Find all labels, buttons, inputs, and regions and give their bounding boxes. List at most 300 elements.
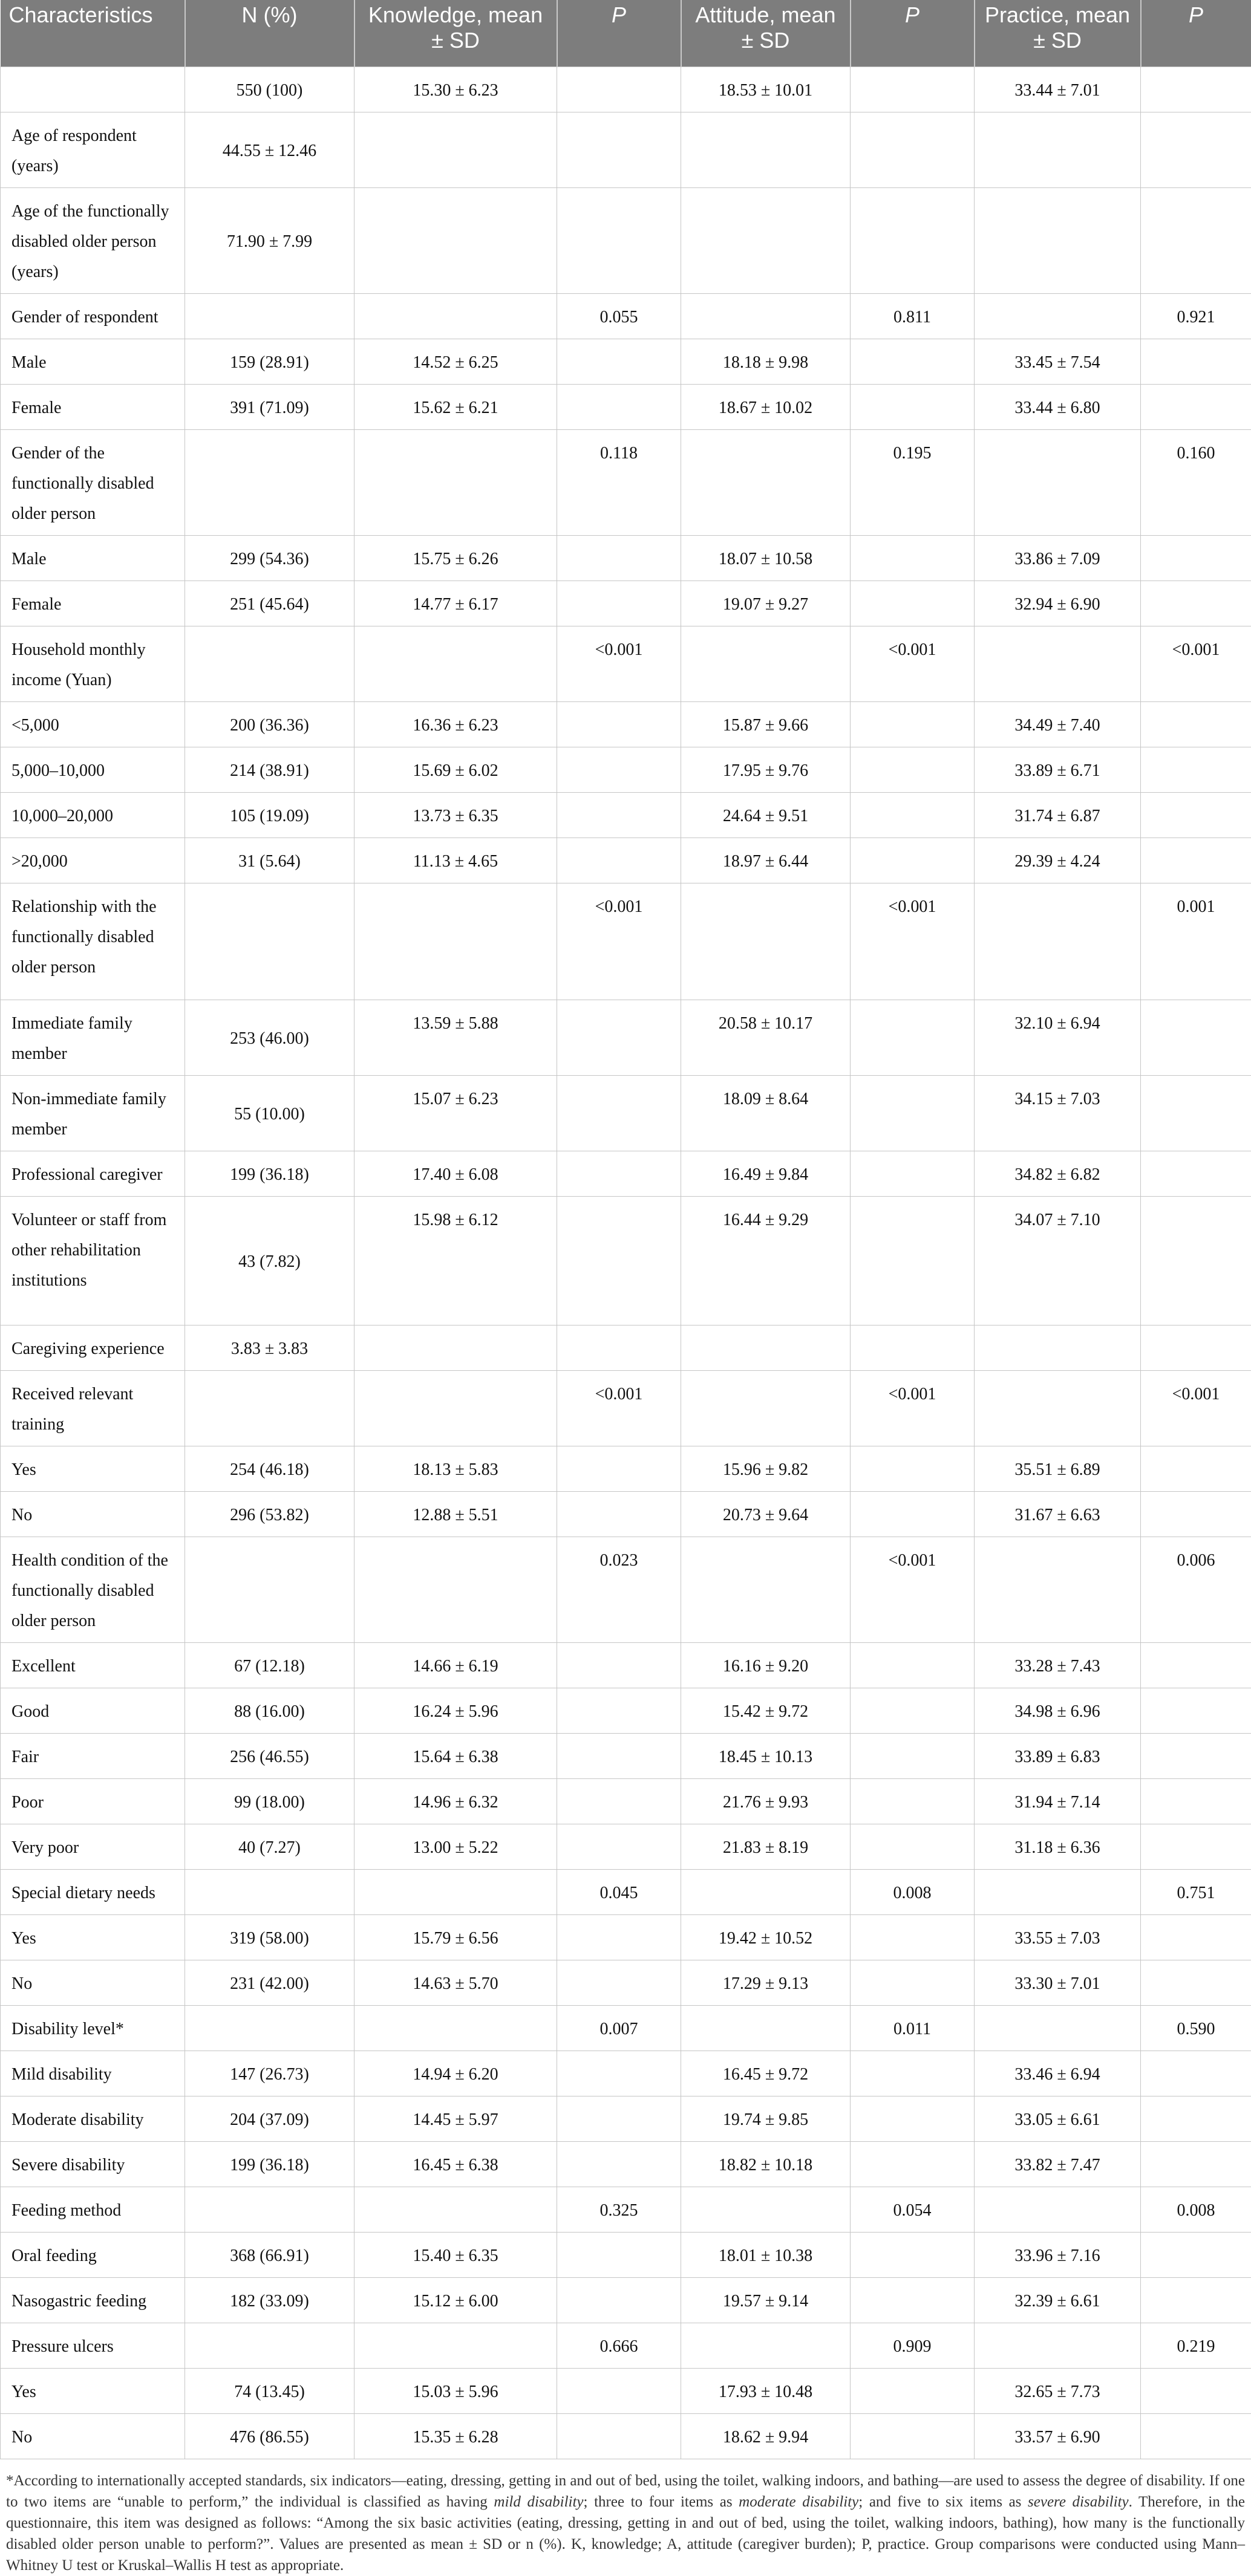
cell-n-percent: 296 (53.82) bbox=[185, 1491, 354, 1537]
cell-n-percent: 200 (36.36) bbox=[185, 701, 354, 747]
cell-knowledge: 17.40 ± 6.08 bbox=[354, 1151, 557, 1196]
cell-attitude bbox=[681, 1370, 851, 1446]
cell-attitude: 19.57 ± 9.14 bbox=[681, 2277, 851, 2323]
cell-p-knowledge bbox=[557, 187, 681, 293]
table-row bbox=[1, 747, 1251, 792]
cell-practice: 34.49 ± 7.40 bbox=[975, 701, 1141, 747]
cell-p-attitude bbox=[851, 1642, 975, 1688]
cell-characteristic: No bbox=[1, 2413, 185, 2459]
table-footnote bbox=[0, 2459, 1251, 2576]
cell-knowledge bbox=[354, 293, 557, 339]
cell-characteristic: Fair bbox=[1, 1733, 185, 1778]
cell-characteristic: Disability level* bbox=[1, 2005, 185, 2051]
cell-knowledge: 14.94 ± 6.20 bbox=[354, 2051, 557, 2096]
cell-attitude: 19.07 ± 9.27 bbox=[681, 581, 851, 626]
footnote-text-4: . Therefore, in the questionnaire, this item was designed as follows: “Among the six basic activities (eating, dressing, getting in and out of bed, using the toilet, walking indoors, bathing), how many is the functionally disabled older person unable to perform?”. Values are presented as mean ± SD or n (%). K, knowledge; A, attitude (caregiver burden); P, practice. Group comparisons were conducted using Mann–Whitney U test or Kruskal–Wallis H test as appropriate. bbox=[6, 2494, 1245, 2574]
cell-p-practice bbox=[1141, 838, 1251, 883]
cell-knowledge: 16.45 ± 6.38 bbox=[354, 2141, 557, 2187]
cell-attitude: 18.09 ± 8.64 bbox=[681, 1075, 851, 1151]
cell-knowledge: 15.40 ± 6.35 bbox=[354, 2232, 557, 2277]
cell-p-knowledge bbox=[557, 384, 681, 429]
cell-practice: 34.82 ± 6.82 bbox=[975, 1151, 1141, 1196]
table-row bbox=[1, 187, 1251, 293]
cell-n-percent: 44.55 ± 12.46 bbox=[185, 112, 354, 187]
cell-characteristic: Received relevant training bbox=[1, 1370, 185, 1446]
cell-p-knowledge bbox=[557, 2096, 681, 2141]
cell-practice: 33.44 ± 6.80 bbox=[975, 384, 1141, 429]
cell-practice: 33.05 ± 6.61 bbox=[975, 2096, 1141, 2141]
cell-p-practice bbox=[1141, 1196, 1251, 1325]
cell-p-knowledge bbox=[557, 2232, 681, 2277]
cell-p-knowledge: 0.055 bbox=[557, 293, 681, 339]
cell-knowledge bbox=[354, 2187, 557, 2232]
cell-p-attitude bbox=[851, 187, 975, 293]
cell-knowledge: 11.13 ± 4.65 bbox=[354, 838, 557, 883]
cell-attitude: 18.01 ± 10.38 bbox=[681, 2232, 851, 2277]
cell-attitude: 15.96 ± 9.82 bbox=[681, 1446, 851, 1491]
cell-n-percent: 67 (12.18) bbox=[185, 1642, 354, 1688]
table-row bbox=[1, 1491, 1251, 1537]
cell-p-practice bbox=[1141, 701, 1251, 747]
cell-p-practice bbox=[1141, 2368, 1251, 2413]
cell-p-knowledge bbox=[557, 1960, 681, 2005]
cell-attitude bbox=[681, 293, 851, 339]
cell-characteristic: Professional caregiver bbox=[1, 1151, 185, 1196]
cell-practice: 31.94 ± 7.14 bbox=[975, 1778, 1141, 1824]
table-row bbox=[1, 2096, 1251, 2141]
cell-p-attitude bbox=[851, 2051, 975, 2096]
table-row bbox=[1, 384, 1251, 429]
cell-p-knowledge bbox=[557, 1778, 681, 1824]
cell-p-attitude bbox=[851, 339, 975, 384]
cell-knowledge: 15.12 ± 6.00 bbox=[354, 2277, 557, 2323]
table-row bbox=[1, 1869, 1251, 1914]
cell-practice: 33.46 ± 6.94 bbox=[975, 2051, 1141, 2096]
cell-characteristic: Yes bbox=[1, 1914, 185, 1960]
header-practice: Practice, mean ± SD bbox=[975, 0, 1141, 67]
cell-p-attitude bbox=[851, 1733, 975, 1778]
cell-p-attitude: <0.001 bbox=[851, 883, 975, 1000]
cell-practice: 33.57 ± 6.90 bbox=[975, 2413, 1141, 2459]
cell-knowledge: 15.79 ± 6.56 bbox=[354, 1914, 557, 1960]
cell-p-practice: <0.001 bbox=[1141, 626, 1251, 701]
cell-n-percent: 159 (28.91) bbox=[185, 339, 354, 384]
cell-characteristic: Female bbox=[1, 581, 185, 626]
cell-attitude: 21.76 ± 9.93 bbox=[681, 1778, 851, 1824]
cell-attitude bbox=[681, 429, 851, 535]
cell-p-attitude bbox=[851, 2368, 975, 2413]
cell-p-knowledge bbox=[557, 1642, 681, 1688]
footnote-text-2: ; three to four items as bbox=[584, 2494, 739, 2510]
cell-knowledge: 15.07 ± 6.23 bbox=[354, 1075, 557, 1151]
cell-practice bbox=[975, 626, 1141, 701]
cell-knowledge: 14.96 ± 6.32 bbox=[354, 1778, 557, 1824]
cell-p-practice bbox=[1141, 2141, 1251, 2187]
cell-attitude: 20.58 ± 10.17 bbox=[681, 1000, 851, 1075]
cell-p-knowledge bbox=[557, 1196, 681, 1325]
footnote-mild: mild disability bbox=[494, 2494, 583, 2510]
cell-p-attitude bbox=[851, 792, 975, 838]
cell-n-percent: 43 (7.82) bbox=[185, 1196, 354, 1325]
cell-characteristic: Non-immediate family member bbox=[1, 1075, 185, 1151]
cell-characteristic: Yes bbox=[1, 1446, 185, 1491]
cell-p-knowledge bbox=[557, 1000, 681, 1075]
cell-practice bbox=[975, 1869, 1141, 1914]
cell-attitude bbox=[681, 112, 851, 187]
cell-p-attitude bbox=[851, 1000, 975, 1075]
cell-practice bbox=[975, 293, 1141, 339]
cell-knowledge: 15.30 ± 6.23 bbox=[354, 67, 557, 112]
cell-characteristic: Severe disability bbox=[1, 2141, 185, 2187]
table-header bbox=[1, 0, 1251, 67]
cell-p-practice bbox=[1141, 2096, 1251, 2141]
cell-p-practice bbox=[1141, 67, 1251, 112]
cell-n-percent: 3.83 ± 3.83 bbox=[185, 1325, 354, 1370]
cell-attitude: 21.83 ± 8.19 bbox=[681, 1824, 851, 1869]
cell-attitude bbox=[681, 2323, 851, 2368]
cell-attitude: 19.74 ± 9.85 bbox=[681, 2096, 851, 2141]
cell-practice: 31.18 ± 6.36 bbox=[975, 1824, 1141, 1869]
cell-knowledge bbox=[354, 429, 557, 535]
cell-p-practice: <0.001 bbox=[1141, 1370, 1251, 1446]
cell-p-practice bbox=[1141, 1151, 1251, 1196]
cell-p-attitude: 0.909 bbox=[851, 2323, 975, 2368]
table-row bbox=[1, 2005, 1251, 2051]
cell-practice: 33.82 ± 7.47 bbox=[975, 2141, 1141, 2187]
header-p-practice: P bbox=[1141, 0, 1251, 67]
cell-p-knowledge bbox=[557, 535, 681, 581]
table-row bbox=[1, 1914, 1251, 1960]
table-row bbox=[1, 339, 1251, 384]
cell-p-practice bbox=[1141, 1325, 1251, 1370]
cell-practice bbox=[975, 187, 1141, 293]
cell-knowledge: 15.62 ± 6.21 bbox=[354, 384, 557, 429]
cell-p-attitude: 0.008 bbox=[851, 1869, 975, 1914]
cell-p-attitude: <0.001 bbox=[851, 626, 975, 701]
cell-n-percent: 74 (13.45) bbox=[185, 2368, 354, 2413]
cell-practice bbox=[975, 1370, 1141, 1446]
cell-n-percent bbox=[185, 626, 354, 701]
cell-practice: 33.28 ± 7.43 bbox=[975, 1642, 1141, 1688]
cell-knowledge bbox=[354, 626, 557, 701]
cell-p-attitude bbox=[851, 1196, 975, 1325]
cell-p-knowledge: 0.007 bbox=[557, 2005, 681, 2051]
cell-knowledge: 13.00 ± 5.22 bbox=[354, 1824, 557, 1869]
cell-attitude bbox=[681, 1537, 851, 1642]
cell-practice bbox=[975, 2005, 1141, 2051]
cell-attitude: 16.45 ± 9.72 bbox=[681, 2051, 851, 2096]
cell-p-attitude bbox=[851, 1824, 975, 1869]
cell-characteristic: Household monthly income (Yuan) bbox=[1, 626, 185, 701]
cell-p-knowledge bbox=[557, 701, 681, 747]
cell-knowledge: 15.75 ± 6.26 bbox=[354, 535, 557, 581]
cell-knowledge bbox=[354, 2005, 557, 2051]
cell-p-attitude: 0.195 bbox=[851, 429, 975, 535]
cell-characteristic: Feeding method bbox=[1, 2187, 185, 2232]
cell-p-knowledge bbox=[557, 112, 681, 187]
cell-practice: 32.94 ± 6.90 bbox=[975, 581, 1141, 626]
cell-practice: 33.96 ± 7.16 bbox=[975, 2232, 1141, 2277]
cell-knowledge: 13.73 ± 6.35 bbox=[354, 792, 557, 838]
cell-p-attitude bbox=[851, 2232, 975, 2277]
table-row bbox=[1, 1688, 1251, 1733]
cell-n-percent: 214 (38.91) bbox=[185, 747, 354, 792]
cell-p-practice bbox=[1141, 1688, 1251, 1733]
table-row bbox=[1, 1325, 1251, 1370]
cell-knowledge: 14.45 ± 5.97 bbox=[354, 2096, 557, 2141]
table-row bbox=[1, 535, 1251, 581]
footnote-moderate: moderate disability bbox=[739, 2494, 858, 2510]
cell-characteristic: Gender of respondent bbox=[1, 293, 185, 339]
table-row bbox=[1, 1642, 1251, 1688]
cell-characteristic: Poor bbox=[1, 1778, 185, 1824]
cell-p-attitude bbox=[851, 1960, 975, 2005]
cell-characteristic: Mild disability bbox=[1, 2051, 185, 2096]
table-row bbox=[1, 2323, 1251, 2368]
cell-p-practice bbox=[1141, 2277, 1251, 2323]
cell-attitude bbox=[681, 2005, 851, 2051]
table-body bbox=[1, 67, 1251, 2459]
cell-characteristic: Health condition of the functionally disabled older person bbox=[1, 1537, 185, 1642]
cell-p-knowledge bbox=[557, 1914, 681, 1960]
cell-practice: 33.44 ± 7.01 bbox=[975, 67, 1141, 112]
cell-p-practice: 0.590 bbox=[1141, 2005, 1251, 2051]
cell-p-attitude bbox=[851, 67, 975, 112]
cell-p-knowledge bbox=[557, 581, 681, 626]
cell-attitude: 18.62 ± 9.94 bbox=[681, 2413, 851, 2459]
cell-p-attitude bbox=[851, 701, 975, 747]
table-row bbox=[1, 1075, 1251, 1151]
header-knowledge: Knowledge, mean ± SD bbox=[354, 0, 557, 67]
cell-p-attitude bbox=[851, 2096, 975, 2141]
cell-p-knowledge bbox=[557, 747, 681, 792]
cell-practice bbox=[975, 2187, 1141, 2232]
cell-characteristic: Pressure ulcers bbox=[1, 2323, 185, 2368]
cell-n-percent: 88 (16.00) bbox=[185, 1688, 354, 1733]
cell-characteristic: >20,000 bbox=[1, 838, 185, 883]
cell-p-practice bbox=[1141, 1733, 1251, 1778]
cell-p-practice bbox=[1141, 187, 1251, 293]
table-row bbox=[1, 429, 1251, 535]
cell-n-percent: 204 (37.09) bbox=[185, 2096, 354, 2141]
cell-characteristic: No bbox=[1, 1960, 185, 2005]
cell-p-practice bbox=[1141, 581, 1251, 626]
cell-p-knowledge: 0.023 bbox=[557, 1537, 681, 1642]
cell-knowledge: 15.03 ± 5.96 bbox=[354, 2368, 557, 2413]
cell-characteristic: No bbox=[1, 1491, 185, 1537]
cell-knowledge: 14.77 ± 6.17 bbox=[354, 581, 557, 626]
table-row bbox=[1, 1000, 1251, 1075]
cell-practice: 32.39 ± 6.61 bbox=[975, 2277, 1141, 2323]
table-row bbox=[1, 1537, 1251, 1642]
table-row bbox=[1, 2187, 1251, 2232]
cell-n-percent: 99 (18.00) bbox=[185, 1778, 354, 1824]
cell-p-knowledge bbox=[557, 2413, 681, 2459]
cell-p-practice: 0.219 bbox=[1141, 2323, 1251, 2368]
cell-p-practice bbox=[1141, 1491, 1251, 1537]
cell-n-percent bbox=[185, 2323, 354, 2368]
cell-knowledge: 14.52 ± 6.25 bbox=[354, 339, 557, 384]
cell-characteristic: Volunteer or staff from other rehabilitation institutions bbox=[1, 1196, 185, 1325]
cell-characteristic: Special dietary needs bbox=[1, 1869, 185, 1914]
cell-characteristic: Moderate disability bbox=[1, 2096, 185, 2141]
cell-n-percent: 299 (54.36) bbox=[185, 535, 354, 581]
cell-p-practice bbox=[1141, 792, 1251, 838]
cell-p-knowledge bbox=[557, 2051, 681, 2096]
cell-characteristic: Male bbox=[1, 339, 185, 384]
cell-attitude bbox=[681, 187, 851, 293]
cell-practice: 33.89 ± 6.83 bbox=[975, 1733, 1141, 1778]
cell-knowledge: 14.63 ± 5.70 bbox=[354, 1960, 557, 2005]
cell-p-attitude bbox=[851, 581, 975, 626]
cell-p-practice bbox=[1141, 1075, 1251, 1151]
cell-characteristic: Age of the functionally disabled older person (years) bbox=[1, 187, 185, 293]
table-row bbox=[1, 1151, 1251, 1196]
cell-p-practice: 0.006 bbox=[1141, 1537, 1251, 1642]
cell-p-knowledge bbox=[557, 1075, 681, 1151]
cell-attitude: 18.18 ± 9.98 bbox=[681, 339, 851, 384]
cell-p-practice: 0.751 bbox=[1141, 1869, 1251, 1914]
cell-n-percent bbox=[185, 1537, 354, 1642]
cell-p-knowledge bbox=[557, 1325, 681, 1370]
cell-p-attitude bbox=[851, 747, 975, 792]
table-row bbox=[1, 883, 1251, 1000]
cell-knowledge: 15.69 ± 6.02 bbox=[354, 747, 557, 792]
cell-p-knowledge: 0.666 bbox=[557, 2323, 681, 2368]
cell-p-attitude bbox=[851, 1075, 975, 1151]
cell-p-knowledge: 0.045 bbox=[557, 1869, 681, 1914]
table-row bbox=[1, 1960, 1251, 2005]
cell-p-knowledge bbox=[557, 1733, 681, 1778]
cell-p-attitude: 0.011 bbox=[851, 2005, 975, 2051]
cell-attitude: 18.82 ± 10.18 bbox=[681, 2141, 851, 2187]
cell-p-knowledge bbox=[557, 838, 681, 883]
cell-attitude: 16.44 ± 9.29 bbox=[681, 1196, 851, 1325]
cell-n-percent bbox=[185, 1370, 354, 1446]
header-n-percent: N (%) bbox=[185, 0, 354, 67]
cell-knowledge bbox=[354, 112, 557, 187]
cell-characteristic: Relationship with the functionally disabled older person bbox=[1, 883, 185, 1000]
table-row bbox=[1, 1733, 1251, 1778]
cell-p-knowledge bbox=[557, 1151, 681, 1196]
cell-practice: 34.98 ± 6.96 bbox=[975, 1688, 1141, 1733]
cell-p-knowledge bbox=[557, 2141, 681, 2187]
cell-characteristic: <5,000 bbox=[1, 701, 185, 747]
cell-practice bbox=[975, 1325, 1141, 1370]
cell-p-knowledge bbox=[557, 1491, 681, 1537]
cell-knowledge: 15.98 ± 6.12 bbox=[354, 1196, 557, 1325]
cell-attitude: 16.16 ± 9.20 bbox=[681, 1642, 851, 1688]
cell-p-knowledge bbox=[557, 1688, 681, 1733]
cell-p-attitude bbox=[851, 838, 975, 883]
table-row bbox=[1, 838, 1251, 883]
cell-p-knowledge bbox=[557, 1824, 681, 1869]
cell-attitude: 17.93 ± 10.48 bbox=[681, 2368, 851, 2413]
cell-p-attitude bbox=[851, 1914, 975, 1960]
footnote-severe: severe disability bbox=[1028, 2494, 1129, 2510]
table-row bbox=[1, 1824, 1251, 1869]
header-p-attitude: P bbox=[851, 0, 975, 67]
cell-practice bbox=[975, 883, 1141, 1000]
cell-practice bbox=[975, 112, 1141, 187]
cell-p-attitude bbox=[851, 1446, 975, 1491]
cell-n-percent bbox=[185, 883, 354, 1000]
cell-knowledge bbox=[354, 883, 557, 1000]
cell-p-attitude bbox=[851, 535, 975, 581]
cell-attitude: 19.42 ± 10.52 bbox=[681, 1914, 851, 1960]
cell-characteristic: Very poor bbox=[1, 1824, 185, 1869]
cell-practice: 33.45 ± 7.54 bbox=[975, 339, 1141, 384]
cell-n-percent bbox=[185, 1869, 354, 1914]
cell-characteristic: Yes bbox=[1, 2368, 185, 2413]
cell-attitude bbox=[681, 626, 851, 701]
cell-practice: 34.15 ± 7.03 bbox=[975, 1075, 1141, 1151]
cell-characteristic: Immediate family member bbox=[1, 1000, 185, 1075]
table-row bbox=[1, 626, 1251, 701]
cell-p-practice bbox=[1141, 1642, 1251, 1688]
cell-n-percent: 231 (42.00) bbox=[185, 1960, 354, 2005]
cell-n-percent: 251 (45.64) bbox=[185, 581, 354, 626]
cell-knowledge: 16.24 ± 5.96 bbox=[354, 1688, 557, 1733]
cell-n-percent bbox=[185, 2005, 354, 2051]
cell-knowledge bbox=[354, 1370, 557, 1446]
cell-p-knowledge: <0.001 bbox=[557, 626, 681, 701]
cell-characteristic bbox=[1, 67, 185, 112]
table-row bbox=[1, 112, 1251, 187]
cell-p-practice bbox=[1141, 1824, 1251, 1869]
table-row bbox=[1, 2051, 1251, 2096]
cell-attitude bbox=[681, 2187, 851, 2232]
cell-knowledge bbox=[354, 2323, 557, 2368]
cell-attitude: 15.87 ± 9.66 bbox=[681, 701, 851, 747]
cell-n-percent: 182 (33.09) bbox=[185, 2277, 354, 2323]
cell-p-practice bbox=[1141, 112, 1251, 187]
cell-knowledge: 12.88 ± 5.51 bbox=[354, 1491, 557, 1537]
cell-attitude: 20.73 ± 9.64 bbox=[681, 1491, 851, 1537]
cell-attitude: 18.97 ± 6.44 bbox=[681, 838, 851, 883]
cell-attitude: 18.45 ± 10.13 bbox=[681, 1733, 851, 1778]
cell-p-practice bbox=[1141, 2232, 1251, 2277]
cell-attitude bbox=[681, 1325, 851, 1370]
table-row bbox=[1, 1196, 1251, 1325]
cell-n-percent bbox=[185, 429, 354, 535]
header-p-knowledge: P bbox=[557, 0, 681, 67]
cell-characteristic: Caregiving experience bbox=[1, 1325, 185, 1370]
cell-p-knowledge bbox=[557, 2277, 681, 2323]
table-row bbox=[1, 2413, 1251, 2459]
cell-practice: 29.39 ± 4.24 bbox=[975, 838, 1141, 883]
cell-p-practice bbox=[1141, 339, 1251, 384]
cell-p-knowledge: <0.001 bbox=[557, 883, 681, 1000]
cell-p-practice bbox=[1141, 1960, 1251, 2005]
cell-p-attitude bbox=[851, 1491, 975, 1537]
cell-n-percent: 40 (7.27) bbox=[185, 1824, 354, 1869]
cell-knowledge bbox=[354, 187, 557, 293]
cell-knowledge bbox=[354, 1869, 557, 1914]
cell-n-percent bbox=[185, 293, 354, 339]
cell-attitude: 15.42 ± 9.72 bbox=[681, 1688, 851, 1733]
table-row bbox=[1, 581, 1251, 626]
table-row bbox=[1, 1778, 1251, 1824]
table-row bbox=[1, 701, 1251, 747]
cell-n-percent bbox=[185, 2187, 354, 2232]
cell-practice: 32.65 ± 7.73 bbox=[975, 2368, 1141, 2413]
cell-characteristic: Excellent bbox=[1, 1642, 185, 1688]
cell-characteristic: Gender of the functionally disabled older person bbox=[1, 429, 185, 535]
cell-p-practice: 0.160 bbox=[1141, 429, 1251, 535]
cell-n-percent: 256 (46.55) bbox=[185, 1733, 354, 1778]
cell-p-knowledge: <0.001 bbox=[557, 1370, 681, 1446]
